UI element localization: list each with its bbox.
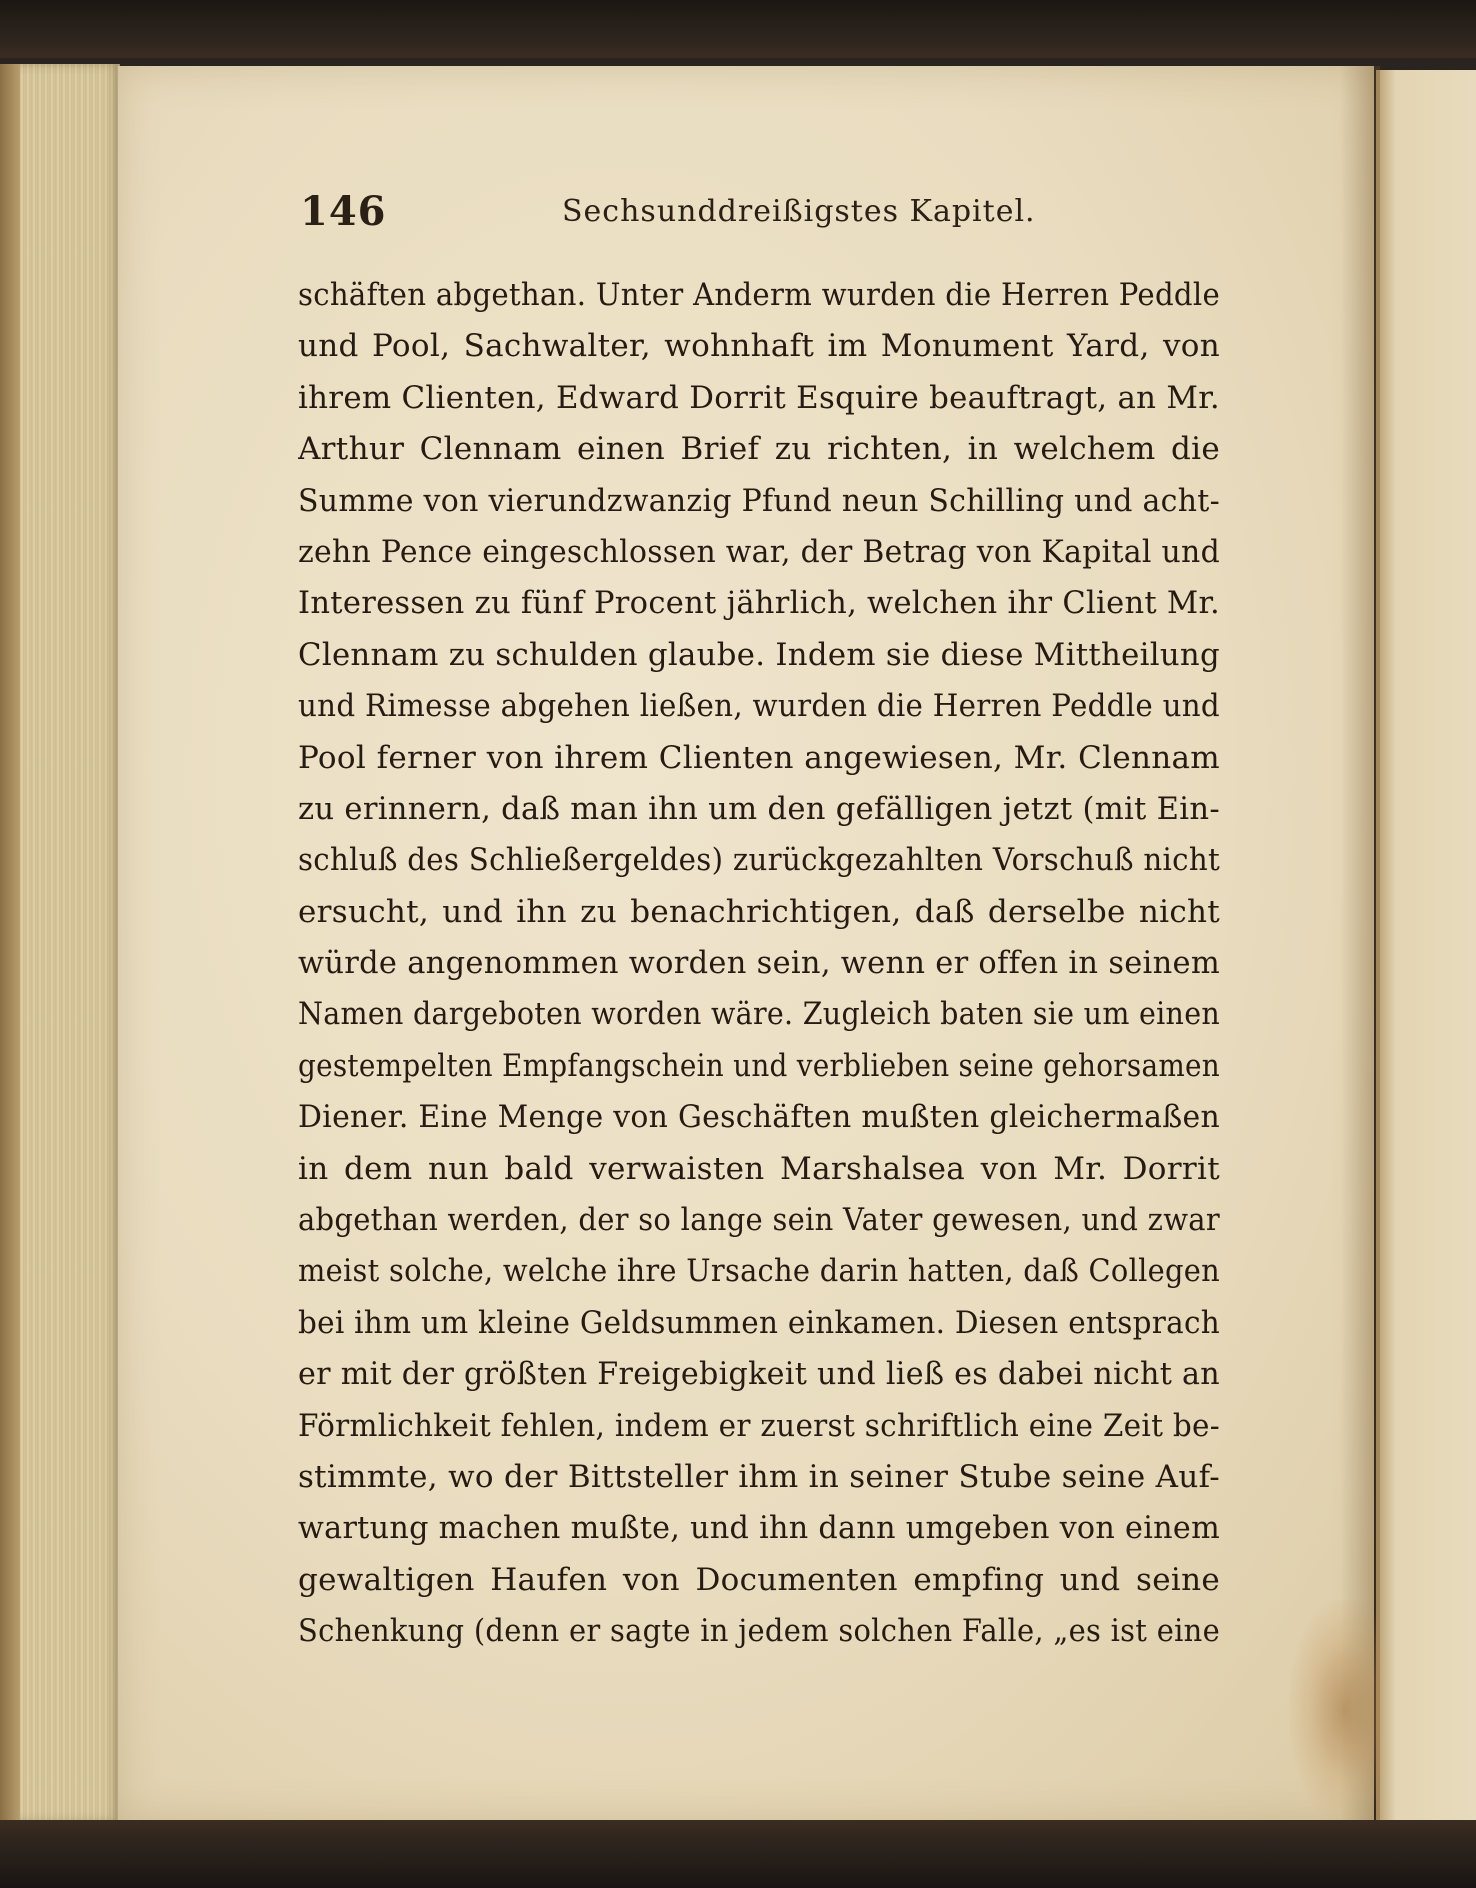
stacked-page-edges xyxy=(0,64,120,1822)
text-line: Namen dargeboten worden wäre. Zugleich baten sie um einen xyxy=(298,996,1220,1033)
text-line: ihrem Clienten, Edward Dorrit Esquire beauftragt, an Mr. xyxy=(298,379,1220,416)
text-line: und Pool, Sachwalter, wohnhaft im Monument Yard, von xyxy=(298,328,1220,365)
text-line: schluß des Schließergeldes) zurückgezahlten Vorschuß nicht xyxy=(298,842,1220,879)
page-header xyxy=(300,188,1220,248)
text-line: ersucht, und ihn zu benachrichtigen, daß derselbe nicht xyxy=(298,893,1220,930)
text-line: Summe von vierundzwanzig Pfund neun Schilling und acht- xyxy=(298,482,1220,519)
book-binding-top xyxy=(0,0,1476,58)
running-title: Sechsunddreißigstes Kapitel. xyxy=(562,194,1036,229)
text-line: zehn Pence eingeschlossen war, der Betrag von Kapital und xyxy=(298,533,1220,570)
text-line: gestempelten Empfangschein und verblieben seine gehorsamen xyxy=(298,1047,1220,1084)
text-line: meist solche, welche ihre Ursache darin hatten, daß Collegen xyxy=(298,1253,1220,1290)
book-binding-bottom xyxy=(0,1820,1476,1888)
text-line: zu erinnern, daß man ihn um den gefälligen jetzt (mit Ein- xyxy=(298,790,1220,827)
body-text xyxy=(298,270,1220,1658)
text-line: Pool ferner von ihrem Clienten angewiesen, Mr. Clennam xyxy=(298,739,1220,776)
text-line: in dem nun bald verwaisten Marshalsea von Mr. Dorrit xyxy=(298,1150,1220,1187)
page-number: 146 xyxy=(300,188,387,235)
water-stain xyxy=(1290,1600,1380,1820)
adjacent-page-edge xyxy=(1376,70,1476,1820)
text-line: Schenkung (denn er sagte in jedem solchen Falle, „es ist eine xyxy=(298,1613,1220,1650)
text-line: und Rimesse abgehen ließen, wurden die Herren Peddle und xyxy=(298,688,1220,725)
text-line: schäften abgethan. Unter Anderm wurden die Herren Peddle xyxy=(298,277,1220,313)
text-line: gewaltigen Haufen von Documenten empfing und seine xyxy=(298,1561,1220,1598)
text-line: würde angenommen worden sein, wenn er offen in seinem xyxy=(298,945,1220,982)
gutter-shadow xyxy=(1340,66,1380,1822)
text-line: er mit der größten Freigebigkeit und ließ es dabei nicht an xyxy=(298,1356,1220,1393)
text-line: Interessen zu fünf Procent jährlich, welchen ihr Client Mr. xyxy=(298,585,1220,622)
text-line: Clennam zu schulden glaube. Indem sie diese Mittheilung xyxy=(298,636,1220,673)
text-line: Diener. Eine Menge von Geschäften mußten gleichermaßen xyxy=(298,1099,1220,1136)
text-line: bei ihm um kleine Geldsummen einkamen. Diesen entsprach xyxy=(298,1304,1220,1341)
text-line: abgethan werden, der so lange sein Vater gewesen, und zwar xyxy=(298,1202,1220,1239)
text-line: wartung machen mußte, und ihn dann umgeben von einem xyxy=(298,1510,1220,1547)
text-line: stimmte, wo der Bittsteller ihm in seiner Stube seine Auf- xyxy=(298,1458,1220,1495)
text-line: Arthur Clennam einen Brief zu richten, in welchem die xyxy=(298,431,1220,468)
text-line: Förmlichkeit fehlen, indem er zuerst schriftlich eine Zeit be- xyxy=(298,1407,1220,1444)
